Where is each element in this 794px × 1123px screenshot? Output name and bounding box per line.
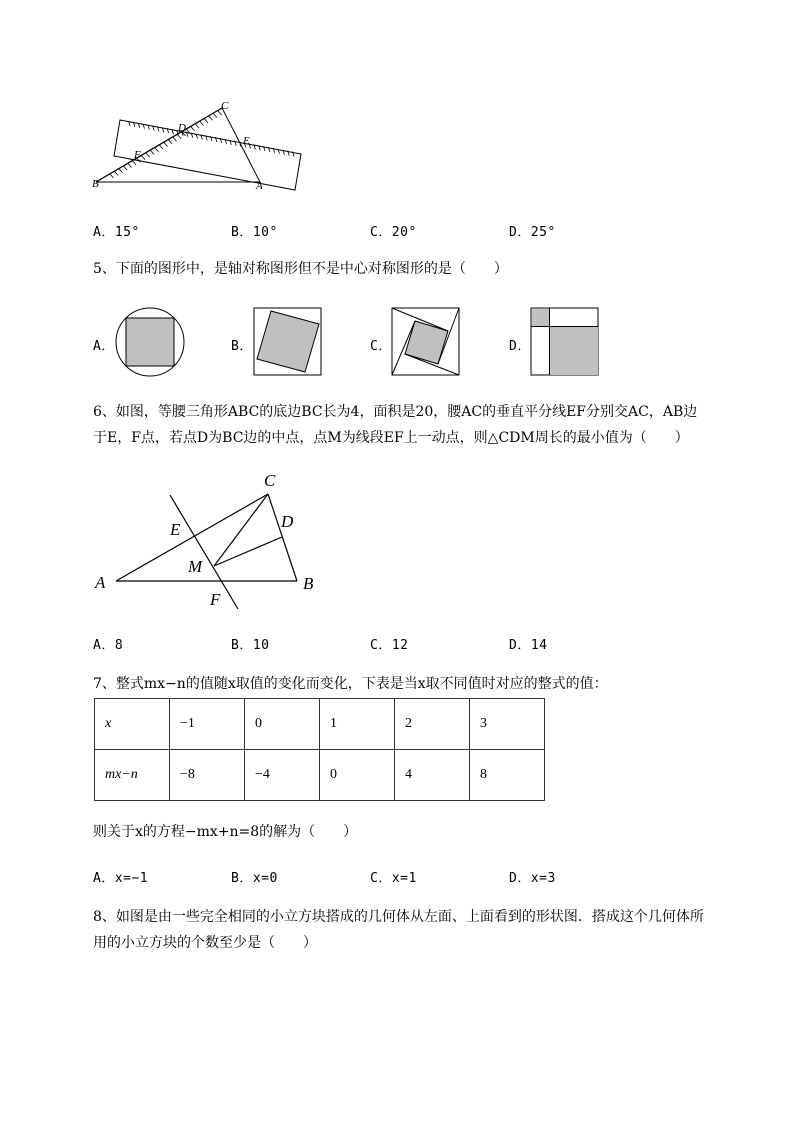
q7-stem: 7、整式mx−n的值随x取值的变化而变化，下表是当x取不同值时对应的整式的值： (93, 676, 608, 692)
q5-option-d[interactable]: D． (509, 339, 531, 354)
q4-label-c: C (221, 100, 229, 112)
q6-label-c: C (264, 471, 276, 490)
q4-figure (88, 96, 308, 196)
q6-stem-line1: 6、如图，等腰三角形ABC的底边BC长为4，面积是20，腰AC的垂直平分线EF分别交AC，AB边 (93, 404, 698, 420)
q4-label-d: D (178, 122, 186, 134)
q4-label-e: E (243, 135, 250, 147)
q6-label-m: M (188, 557, 203, 576)
q4-label-b: B (92, 178, 99, 190)
q7-option-b[interactable]: B．x=0 (231, 871, 278, 886)
table-cell: mx−n (95, 750, 170, 801)
q7-option-c[interactable]: C．x=1 (370, 871, 417, 886)
q4-label-f: F (134, 149, 141, 161)
q6-label-b: B (303, 574, 314, 593)
q4-option-b[interactable]: B．10° (231, 225, 278, 240)
table-row (95, 750, 545, 801)
q4-option-a[interactable]: A．15° (93, 225, 140, 240)
q5-figure-a[interactable] (115, 307, 185, 377)
table-cell: 0 (245, 699, 320, 750)
table-cell: −8 (170, 750, 245, 801)
q7-question: 则关于x的方程−mx+n=8的解为（ ） (93, 824, 358, 840)
q6-option-b[interactable]: B．10 (231, 638, 270, 653)
q6-label-e: E (170, 520, 181, 539)
table-cell: 3 (470, 699, 545, 750)
table-cell: 8 (470, 750, 545, 801)
q6-option-d[interactable]: D．14 (509, 638, 548, 653)
q5-option-b[interactable]: B． (231, 339, 253, 354)
q4-option-c[interactable]: C．20° (370, 225, 417, 240)
q6-figure (90, 468, 330, 616)
table-row (95, 699, 545, 750)
q7-table (94, 698, 545, 801)
table-cell: −4 (245, 750, 320, 801)
q6-label-a: A (95, 573, 106, 592)
table-cell: 1 (320, 699, 395, 750)
table-cell: 2 (395, 699, 470, 750)
q5-stem: 5、下面的图形中，是轴对称图形但不是中心对称图形的是（ ） (93, 261, 508, 277)
q6-label-f: F (210, 590, 221, 609)
q5-option-c[interactable]: C． (370, 339, 392, 354)
q8-stem-line1: 8、如图是由一些完全相同的小立方块搭成的几何体从左面、上面看到的形状图．搭成这个几何体所 (93, 909, 704, 925)
table-cell: 4 (395, 750, 470, 801)
table-cell: −1 (170, 699, 245, 750)
q6-label-d: D (281, 512, 294, 531)
q7-option-d[interactable]: D．x=3 (509, 871, 556, 886)
q5-figure-d[interactable] (530, 307, 600, 377)
q8-stem-line2: 用的小立方块的个数至少是（ ） (93, 935, 317, 951)
q4-label-a: A (256, 180, 263, 192)
q5-figure-c[interactable] (391, 307, 461, 377)
q6-option-a[interactable]: A．8 (93, 638, 124, 653)
q6-option-c[interactable]: C．12 (370, 638, 409, 653)
q5-option-a[interactable]: A． (93, 339, 115, 354)
q6-stem-line2: 于E，F点，若点D为BC边的中点，点M为线段EF上一动点，则△CDM周长的最小值为（ ） (93, 430, 689, 446)
q4-option-d[interactable]: D．25° (509, 225, 556, 240)
q7-option-a[interactable]: A．x=−1 (93, 871, 149, 886)
table-cell: x (95, 699, 170, 750)
q5-figure-b[interactable] (253, 307, 323, 377)
table-cell: 0 (320, 750, 395, 801)
